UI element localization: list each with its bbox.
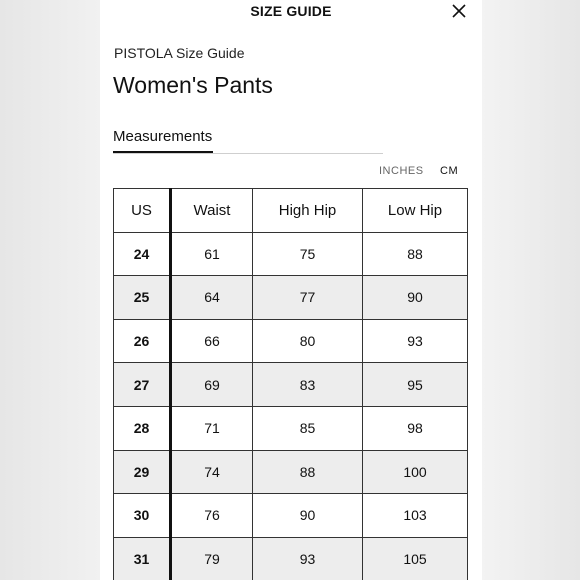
cell-high-hip: 80 [253,319,363,363]
cell-low-hip: 105 [363,537,468,580]
background-right [482,0,580,580]
table-row [114,406,468,450]
cell-low-hip: 103 [363,494,468,538]
cell-us-size: 24 [114,232,171,276]
cell-waist: 79 [171,537,253,580]
table-row [114,319,468,363]
cell-low-hip: 93 [363,319,468,363]
cell-low-hip: 95 [363,363,468,407]
cell-high-hip: 85 [253,406,363,450]
cell-us-size: 28 [114,406,171,450]
cell-waist: 66 [171,319,253,363]
cell-high-hip: 77 [253,276,363,320]
cell-us-size: 29 [114,450,171,494]
unit-toggle-cm[interactable]: CM [440,165,459,177]
size-guide-panel [100,0,482,580]
column-header-high-hip: High Hip [253,189,363,233]
cell-us-size: 27 [114,363,171,407]
column-header-low-hip: Low Hip [363,189,468,233]
cell-us-size: 26 [114,319,171,363]
table-row [114,276,468,320]
cell-high-hip: 93 [253,537,363,580]
cell-us-size: 25 [114,276,171,320]
table-row [114,494,468,538]
column-header-us: US [114,189,171,233]
cell-waist: 71 [171,406,253,450]
brand-subtitle: PISTOLA Size Guide [114,45,245,61]
size-table [113,188,468,580]
cell-waist: 76 [171,494,253,538]
table-row [114,232,468,276]
cell-waist: 61 [171,232,253,276]
header-title: SIZE GUIDE [250,3,332,19]
cell-low-hip: 98 [363,406,468,450]
tab-bar [113,128,383,154]
unit-toggle-inches[interactable]: INCHES [379,165,424,177]
column-header-waist: Waist [171,189,253,233]
close-icon[interactable] [450,2,468,20]
cell-us-size: 30 [114,494,171,538]
cell-high-hip: 88 [253,450,363,494]
cell-waist: 69 [171,363,253,407]
page-title: Women's Pants [113,72,273,98]
cell-waist: 74 [171,450,253,494]
tab-measurements[interactable]: Measurements [113,128,213,153]
table-row [114,537,468,580]
table-row [114,450,468,494]
cell-low-hip: 88 [363,232,468,276]
cell-low-hip: 90 [363,276,468,320]
background-left [0,0,100,580]
cell-us-size: 31 [114,537,171,580]
table-row [114,363,468,407]
cell-high-hip: 75 [253,232,363,276]
cell-low-hip: 100 [363,450,468,494]
table-header-row [114,189,468,233]
cell-high-hip: 83 [253,363,363,407]
cell-waist: 64 [171,276,253,320]
cell-high-hip: 90 [253,494,363,538]
